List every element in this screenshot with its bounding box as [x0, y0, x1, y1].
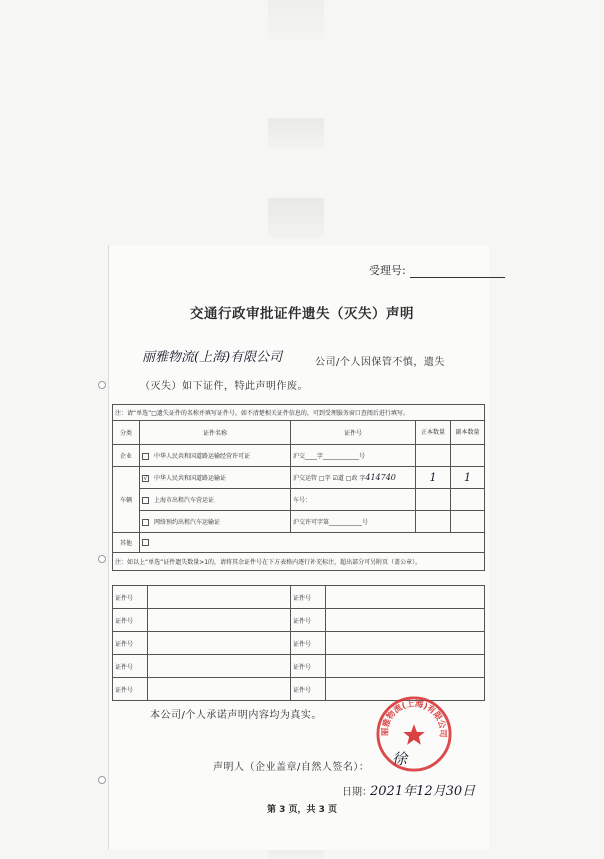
number-label: 证件号 [113, 609, 148, 632]
number-label: 证件号 [291, 678, 326, 701]
table-row [113, 467, 485, 489]
extra-note: 注：如以上“单选”证件遗失数量>1的，请将其余证件号在下方表格内逐行补充标注，超出部分可另附页（盖公章）。 [113, 553, 485, 571]
certificate-table [112, 404, 485, 571]
page-number: 第 3 页，共 3 页 [266, 805, 338, 815]
declaration-line-2: （灭失）如下证件，特此声明作废。 [140, 381, 308, 392]
acceptance-blank[interactable] [410, 267, 505, 278]
number-label: 证件号 [113, 632, 148, 655]
number-input-cell[interactable] [148, 655, 291, 678]
number-input-cell[interactable] [326, 586, 485, 609]
checkbox[interactable]: √ [143, 475, 148, 482]
number-label: 证件号 [113, 678, 148, 701]
number-label: 证件号 [291, 632, 326, 655]
copy-count-cell [451, 511, 485, 533]
number-label: 证件号 [291, 655, 326, 678]
number-input-cell[interactable] [148, 586, 291, 609]
scan-smudge [268, 118, 324, 148]
acceptance-label: 受理号: [369, 264, 406, 277]
number-input-cell[interactable] [148, 632, 291, 655]
table-row [113, 511, 485, 533]
date-label: 日期： [342, 787, 372, 798]
table-row [113, 632, 485, 655]
number-input-cell[interactable] [148, 678, 291, 701]
binder-hole [98, 776, 106, 784]
other-label: 其他 [113, 533, 140, 553]
number-input-cell[interactable] [326, 655, 485, 678]
declaration-line-1: 公司/个人因保管不慎，遗失 [315, 357, 445, 368]
table-row [113, 489, 485, 511]
table-row [113, 445, 485, 467]
certificate-name: 中华人民共和国道路运输证 [154, 475, 227, 482]
certificate-name: 中华人民共和国道路运输经营许可证 [154, 453, 251, 460]
name-cell [140, 489, 291, 511]
table-note: 注：请“单选”□遗失证件的名称并填写证件号。如不清楚相关证件信息的，可到受理服务窗口查阅后进行填写。 [113, 405, 485, 421]
commitment-statement: 本公司/个人承诺声明内容均为真实。 [150, 710, 322, 721]
number-cell: 沪交____字____________号 [291, 445, 416, 467]
table-row [113, 609, 485, 632]
number-label: 证件号 [291, 586, 326, 609]
name-cell [140, 511, 291, 533]
number-input-cell[interactable] [326, 609, 485, 632]
category-cell: 企业 [113, 445, 140, 467]
acceptance-number [369, 262, 505, 278]
scan-smudge [268, 198, 324, 238]
header-original-count: 正本数量 [416, 421, 451, 445]
number-cell: 车号： [291, 489, 416, 511]
header-copy-count: 副本数量 [451, 421, 485, 445]
date-handwritten: 2021年12月30日 [370, 784, 476, 799]
table-row-other [113, 533, 485, 553]
table-row [113, 655, 485, 678]
name-cell [140, 467, 291, 489]
checkbox[interactable] [142, 497, 149, 504]
other-cell[interactable] [140, 533, 485, 553]
certificate-name: 网络预约出租汽车运输证 [154, 519, 221, 526]
number-input-cell[interactable] [326, 632, 485, 655]
document-title: 交通行政审批证件遗失（灭失）声明 [190, 306, 414, 322]
signer-label: 声明人（企业盖章/自然人签名）： [213, 762, 370, 773]
original-count-cell: 1 [416, 467, 451, 489]
checkbox[interactable] [142, 519, 149, 526]
binder-hole [98, 381, 106, 389]
number-label: 证件号 [113, 586, 148, 609]
binder-hole [98, 555, 106, 563]
copy-count-cell [451, 445, 485, 467]
number-input-cell[interactable] [148, 609, 291, 632]
number-handwritten: 414740 [365, 473, 396, 482]
original-count-cell [416, 489, 451, 511]
table-row [113, 586, 485, 609]
header-category: 分类 [113, 421, 140, 445]
number-label: 证件号 [113, 655, 148, 678]
extra-number-table [112, 585, 485, 701]
number-text: 沪交运管 □字 ☑道 □政 字 [293, 475, 366, 482]
seal-text: 丽雅物流(上海)有限公司 [379, 698, 449, 738]
company-name-handwritten: 丽雅物流(上海)有限公司 [142, 350, 283, 365]
header-number: 证件号 [291, 421, 416, 445]
certificate-name: 上海市出租汽车营运证 [154, 497, 215, 504]
name-cell [140, 445, 291, 467]
original-count-cell [416, 511, 451, 533]
scan-smudge [268, 0, 324, 40]
number-cell [291, 467, 416, 489]
category-cell: 车辆 [113, 467, 140, 533]
handwritten-signature: 徐 [392, 750, 408, 768]
checkbox[interactable] [142, 453, 149, 460]
number-cell: 沪交许可字第___________号 [291, 511, 416, 533]
copy-count-cell [451, 489, 485, 511]
copy-count-cell: 1 [451, 467, 485, 489]
header-name: 证件名称 [140, 421, 291, 445]
number-label: 证件号 [291, 609, 326, 632]
checkbox[interactable] [142, 539, 149, 546]
company-seal [375, 695, 453, 773]
original-count-cell [416, 445, 451, 467]
